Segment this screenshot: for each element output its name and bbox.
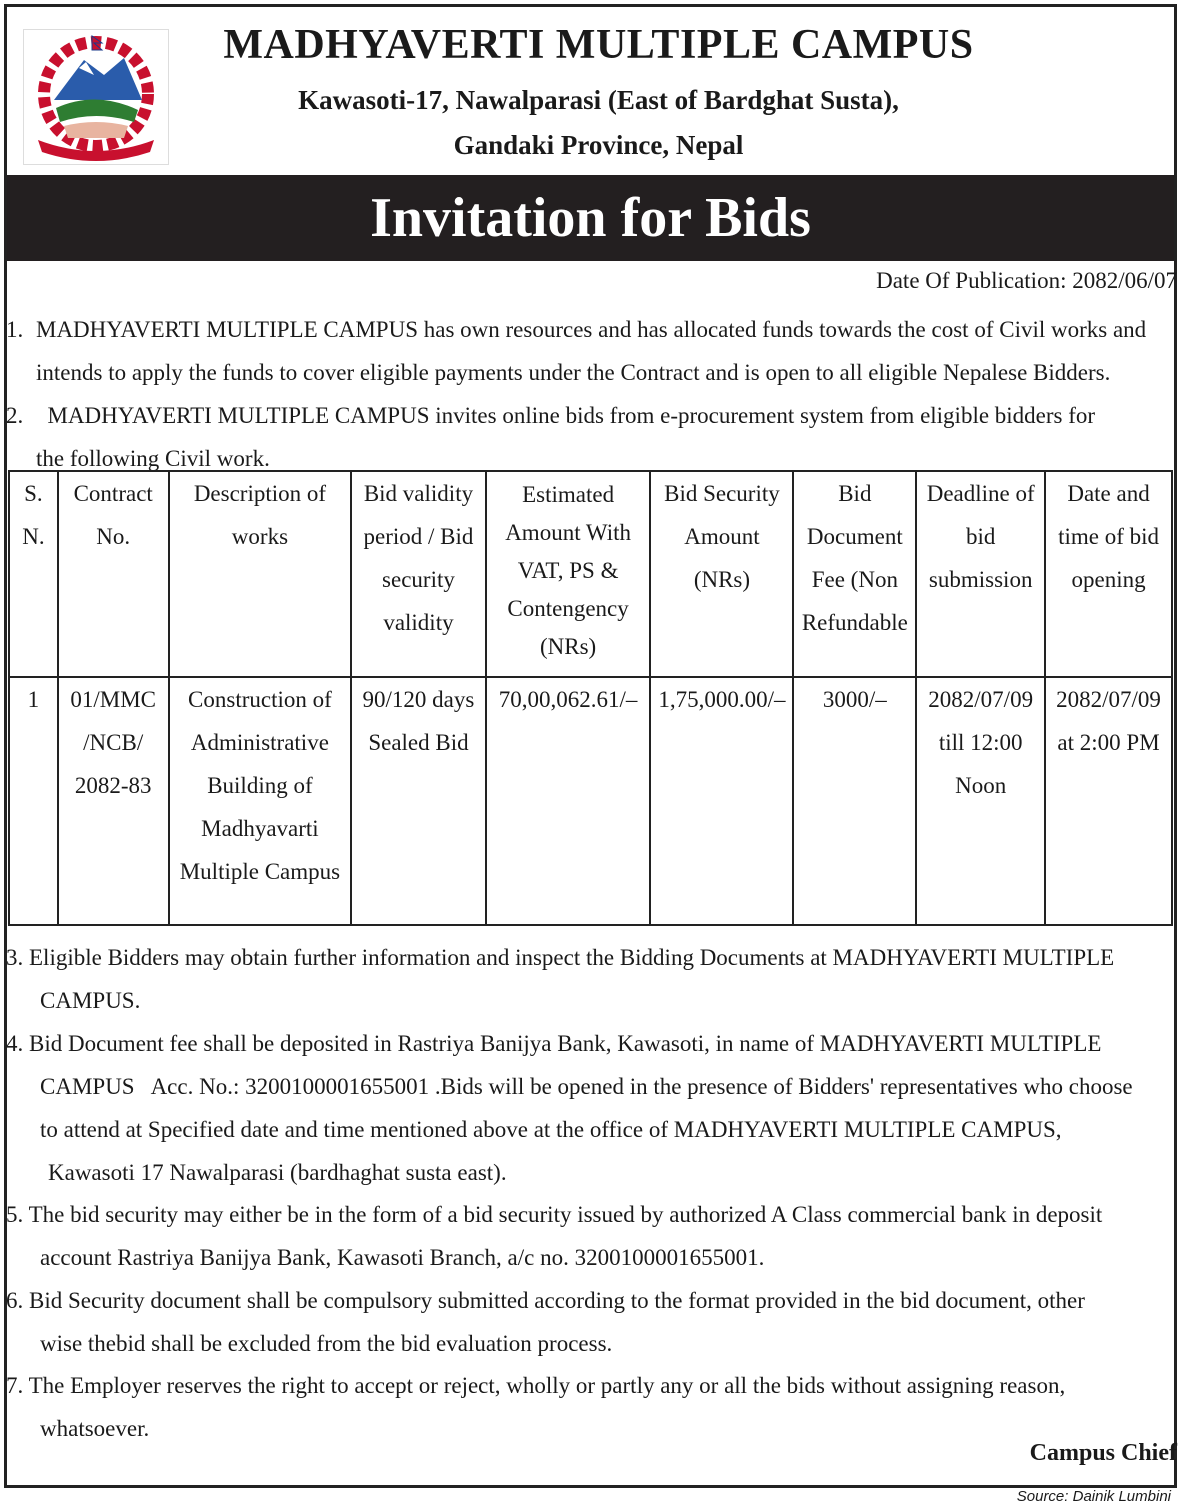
- nepal-emblem-logo: [23, 29, 169, 165]
- header-cell: S. N.: [9, 471, 58, 677]
- cell-opening: 2082/07/09 at 2:00 PM: [1045, 677, 1172, 925]
- publication-date: Date Of Publication: 2082/06/07: [876, 268, 1177, 293]
- table-header-row: [9, 471, 1172, 677]
- paragraph-6: 6. Bid Security document shall be compulsory submitted according to the format provided in the bid document, other wise thebid shall be excluded from the bid evaluation process.: [6, 1288, 1085, 1356]
- paragraph-3: 3. Eligible Bidders may obtain further information and inspect the Bidding Documents at MADHYAVERTI MULTIPLE CAMPUS.: [6, 945, 1115, 1013]
- cell-document-fee: 3000/–: [793, 677, 916, 925]
- header-cell: Deadline of bid submission: [916, 471, 1045, 677]
- source-credit: Source: Dainik Lumbini: [1016, 1488, 1171, 1505]
- cell-sn: 1: [9, 677, 58, 925]
- cell-bid-security: 1,75,000.00/–: [650, 677, 793, 925]
- header-cell: Bid Document Fee (Non Refundable: [793, 471, 916, 677]
- cell-description: Construction of Administrative Building of Madhyavarti Multiple Campus: [169, 677, 352, 925]
- header-cell: Contract No.: [58, 471, 169, 677]
- address-line-1: Kawasoti-17, Nawalparasi (East of Bardghat Susta),: [298, 85, 899, 115]
- address-line-2: Gandaki Province, Nepal: [453, 130, 744, 160]
- cell-estimated-amount: 70,00,062.61/–: [486, 677, 651, 925]
- header-cell: Bid Security Amount (NRs): [650, 471, 793, 677]
- paragraph-4: 4. Bid Document fee shall be deposited in Rastriya Banijya Bank, Kawasoti, in name of MADHYAVERTI MULTIPLE CAMPUS Acc. No.: 3200100001655001 .Bids will be opened in the presence of Bidders' representatives who choose to attend at Specified date and time mentioned above at the office of MADHYAVERTI MULTIPLE CAMPUS, Kawasoti 17 Nawalparasi (bardhaghat susta east).: [6, 1031, 1133, 1185]
- cell-contract-no: 01/MMC /NCB/ 2082-83: [58, 677, 169, 925]
- paragraph-1: 1. MADHYAVERTI MULTIPLE CAMPUS has own resources and has allocated funds towards the cost of Civil works and intends to apply the funds to cover eligible payments under the Contract and is open to all eligible Nepalese Bidders.: [6, 317, 1147, 385]
- bid-table: [8, 470, 1173, 926]
- signature-campus-chief: Campus Chief: [1029, 1440, 1177, 1466]
- paragraph-2: 2. MADHYAVERTI MULTIPLE CAMPUS invites online bids from e-procurement system from eligible bidders for the following Civil work.: [6, 403, 1096, 471]
- paragraph-5: 5. The bid security may either be in the form of a bid security issued by authorized A Class commercial bank in deposit account Rastriya Banijya Bank, Kawasoti Branch, a/c no. 3200100001655001.: [6, 1202, 1103, 1270]
- table-row: [9, 677, 1172, 925]
- header-cell: Date and time of bid opening: [1045, 471, 1172, 677]
- campus-title: MADHYAVERTI MULTIPLE CAMPUS: [223, 22, 974, 68]
- cell-deadline: 2082/07/09 till 12:00 Noon: [916, 677, 1045, 925]
- paragraph-7: 7. The Employer reserves the right to accept or reject, wholly or partly any or all the bids without assigning reason, whatsoever.: [6, 1373, 1066, 1441]
- header: [7, 7, 1174, 175]
- banner-title: Invitation for Bids: [7, 175, 1174, 261]
- cell-validity: 90/120 days Sealed Bid: [351, 677, 485, 925]
- header-cell: Estimated Amount With VAT, PS & Contengency (NRs): [486, 471, 651, 677]
- header-cell: Description of works: [169, 471, 352, 677]
- header-cell: Bid validity period / Bid security validity: [351, 471, 485, 677]
